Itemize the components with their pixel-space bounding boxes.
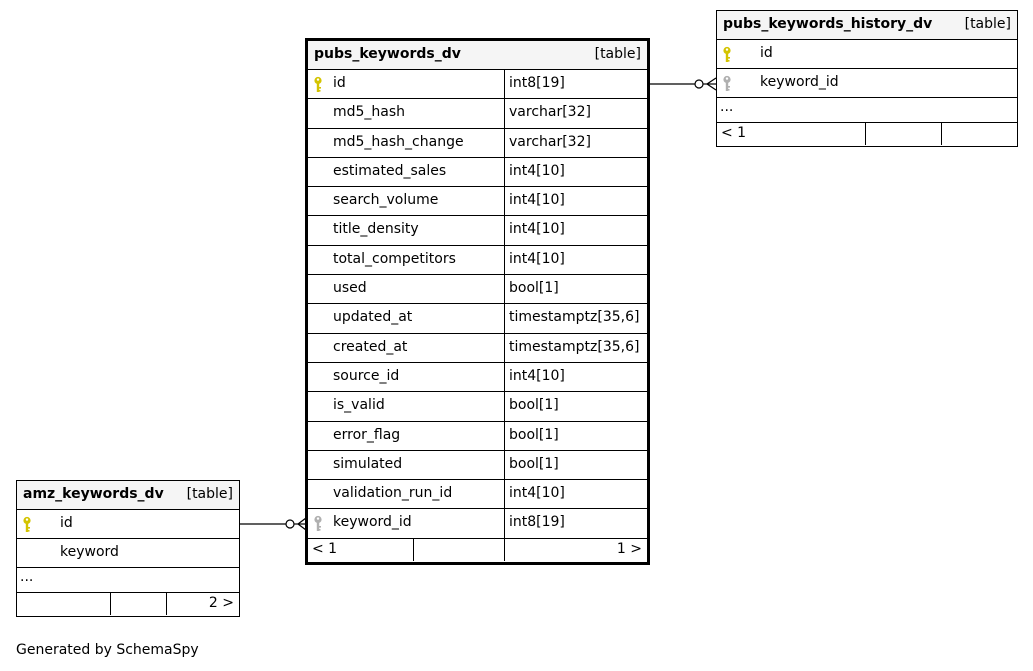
column-type: varchar[32] [504,99,647,127]
foreign-key-icon [722,75,736,93]
column-type: timestamptz[35,6] [504,304,647,332]
table-pubs-keywords-history-dv[interactable] [716,10,1018,147]
column-name: md5_hash [333,104,406,121]
column-list [308,70,647,539]
footer-divider [166,593,167,615]
column-row[interactable] [308,158,647,187]
table-amz-keywords-dv[interactable] [16,480,240,617]
column-row[interactable] [717,40,1017,69]
table-header [717,11,1017,40]
primary-key-icon [313,76,327,94]
more-columns: ... [17,568,239,593]
column-row[interactable] [308,99,647,128]
table-kind: [table] [186,486,233,502]
column-row[interactable] [308,246,647,275]
column-type: timestamptz[35,6] [504,334,647,362]
column-type: bool[1] [504,392,647,420]
column-row[interactable] [308,129,647,158]
column-type: int4[10] [504,187,647,215]
column-type: int4[10] [504,158,647,186]
column-name: keyword_id [333,514,412,531]
column-row[interactable] [17,510,239,539]
column-name: id [760,45,773,61]
column-name: created_at [333,338,408,355]
column-name: error_flag [333,426,401,443]
table-name: amz_keywords_dv [23,486,164,502]
column-name: id [60,515,73,531]
column-name: keyword_id [760,74,839,90]
footer-divider [941,123,942,145]
footer-children[interactable]: 2 > [208,595,234,611]
column-list [17,510,239,568]
column-name: validation_run_id [333,485,453,502]
footer-parents[interactable]: < 1 [312,540,338,557]
column-type: int4[10] [504,480,647,508]
primary-key-icon [22,516,36,534]
column-row[interactable] [308,422,647,451]
foreign-key-icon [313,515,327,533]
table-kind: [table] [594,46,641,62]
column-name: used [333,280,367,297]
table-pubs-keywords-dv[interactable] [305,38,650,565]
column-name: is_valid [333,397,385,414]
column-name: keyword [60,544,119,560]
table-footer [717,123,1017,145]
column-row[interactable] [308,70,647,99]
table-name: pubs_keywords_dv [314,46,461,62]
column-type: bool[1] [504,275,647,303]
column-name: md5_hash_change [333,133,464,150]
column-type: bool[1] [504,422,647,450]
column-row[interactable] [308,275,647,304]
footer-divider [504,539,505,561]
column-row[interactable] [308,509,647,538]
column-row[interactable] [308,187,647,216]
table-footer [17,593,239,615]
relationship-amz-keyword [240,518,306,530]
table-kind: [table] [964,16,1011,32]
column-row[interactable] [17,539,239,568]
footer-divider [110,593,111,615]
column-name: title_density [333,221,419,238]
column-row[interactable] [308,392,647,421]
footer-divider [865,123,866,145]
footer-parents[interactable]: < 1 [721,125,747,141]
column-type: int8[19] [504,509,647,537]
more-columns: ... [717,98,1017,123]
column-row[interactable] [308,363,647,392]
table-footer [308,539,647,561]
column-name: source_id [333,367,400,384]
column-type: bool[1] [504,451,647,479]
column-type: varchar[32] [504,129,647,157]
column-row[interactable] [308,334,647,363]
footer-children[interactable]: 1 > [616,540,642,557]
table-header [308,41,647,70]
table-name: pubs_keywords_history_dv [723,16,933,32]
column-type: int4[10] [504,216,647,244]
column-name: simulated [333,455,403,472]
column-type: int4[10] [504,246,647,274]
footer-divider [413,539,414,561]
column-row[interactable] [308,304,647,333]
column-type: int8[19] [504,70,647,98]
column-row[interactable] [308,480,647,509]
column-name: id [333,75,346,91]
column-name: updated_at [333,309,413,326]
primary-key-icon [722,46,736,64]
column-name: search_volume [333,192,439,209]
column-row[interactable] [308,451,647,480]
column-list [717,40,1017,98]
generated-by-label: Generated by SchemaSpy [16,642,199,658]
column-type: int4[10] [504,363,647,391]
column-name: total_competitors [333,250,456,267]
column-row[interactable] [308,216,647,245]
relationship-history-keyword [649,78,716,90]
column-row[interactable] [717,69,1017,98]
table-header [17,481,239,510]
column-name: estimated_sales [333,162,447,179]
